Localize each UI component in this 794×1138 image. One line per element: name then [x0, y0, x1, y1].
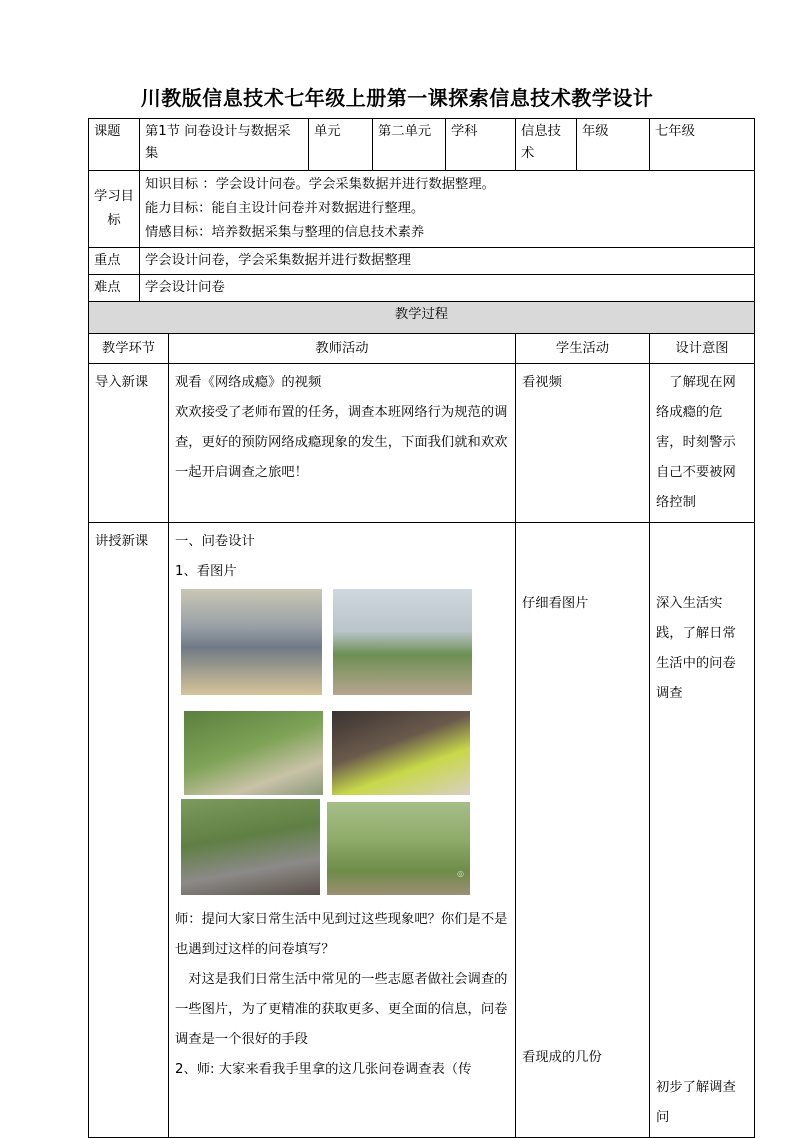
difficulty-row: [89, 275, 755, 302]
header-stage: 教学环节: [89, 334, 169, 364]
unit-label: 单元: [309, 119, 373, 171]
key-point-value: 学会设计问卷，学会采集数据并进行数据整理: [140, 248, 755, 275]
goals-content: [140, 171, 755, 248]
photo-field-survey: [327, 802, 470, 895]
topic-label: 课题: [89, 119, 140, 171]
goals-row: [89, 171, 755, 248]
process-header-row: [89, 334, 755, 364]
goal-emotion: 情感目标：培养数据采集与整理的信息技术素养: [145, 225, 425, 240]
intro-row: [89, 364, 755, 523]
teach-para2: 对这是我们日常生活中常见的一些志愿者做社会调查的一些图片，为了更精准的获取更多、更全面的信息，问卷调查是一个很好的手段: [175, 972, 508, 1047]
header-intent: 设计意图: [650, 334, 755, 364]
header-student: 学生活动: [516, 334, 650, 364]
goal-ability: 能力目标：能自主设计问卷并对数据进行整理。: [145, 201, 425, 216]
teach-step1: 1、看图片: [175, 564, 237, 579]
goals-label: 学习目标: [89, 171, 140, 248]
teach-heading: 一、问卷设计: [175, 534, 255, 549]
key-point-label: 重点: [89, 248, 140, 275]
lesson-plan-table: [88, 118, 755, 1138]
teach-student: [516, 523, 650, 1138]
teach-student1: 仔细看图片: [522, 596, 589, 611]
photo-collage: [175, 589, 509, 899]
teach-step2: 2、师: 大家来看我手里拿的这几张问卷调查表（传: [175, 1062, 472, 1077]
photo-bench-survey: [181, 799, 320, 895]
photo-classroom: [181, 589, 322, 695]
photo-night-survey: [332, 711, 470, 795]
topic-value: 第1节 问卷设计与数据采集: [140, 119, 309, 171]
teach-row: [89, 523, 755, 1138]
teach-para1: 师：提问大家日常生活中见到过这些现象吧？你们是不是也遇到过这样的问卷填写？: [175, 912, 508, 957]
unit-value: 第二单元: [373, 119, 446, 171]
photo-street-survey: [333, 589, 472, 695]
subject-label: 学科: [446, 119, 516, 171]
intro-stage: 导入新课: [89, 364, 169, 523]
watermark-icon: ◎: [457, 869, 464, 878]
intro-intent: 了解现在网络成瘾的危害，时刻警示自己不要被网络控制: [650, 364, 755, 523]
intro-teacher-line1: 观看《网络成瘾》的视频: [175, 375, 322, 390]
teach-teacher: [169, 523, 516, 1138]
intro-student: 看视频: [516, 364, 650, 523]
teach-student2: 看现成的几份: [522, 1050, 602, 1065]
intro-teacher: [169, 364, 516, 523]
difficulty-value: 学会设计问卷: [140, 275, 755, 302]
intro-teacher-line2: 欢欢接受了老师布置的任务，调查本班网络行为规范的调查，更好的预防网络成瘾现象的发生，下面我们就和欢欢一起开启调查之旅吧！: [175, 405, 508, 480]
grade-label: 年级: [577, 119, 650, 171]
subject-value: 信息技术: [516, 119, 577, 171]
goal-knowledge: 知识目标 ：学会设计问卷。学会采集数据并进行数据整理。: [145, 177, 495, 192]
key-point-row: [89, 248, 755, 275]
teach-intent: [650, 523, 755, 1138]
photo-park-survey: [184, 711, 323, 795]
difficulty-label: 难点: [89, 275, 140, 302]
info-row: [89, 119, 755, 171]
teach-intent1: 深入生活实践，了解日常生活中的问卷调查: [656, 596, 736, 701]
process-band-row: [89, 302, 755, 334]
teach-intent2: 初步了解调查问: [656, 1080, 736, 1125]
process-band: 教学过程: [89, 302, 755, 334]
header-teacher: 教师活动: [169, 334, 516, 364]
document-title: 川教版信息技术七年级上册第一课探索信息技术教学设计: [140, 86, 654, 110]
grade-value: 七年级: [650, 119, 755, 171]
teach-stage: 讲授新课: [89, 523, 169, 1138]
